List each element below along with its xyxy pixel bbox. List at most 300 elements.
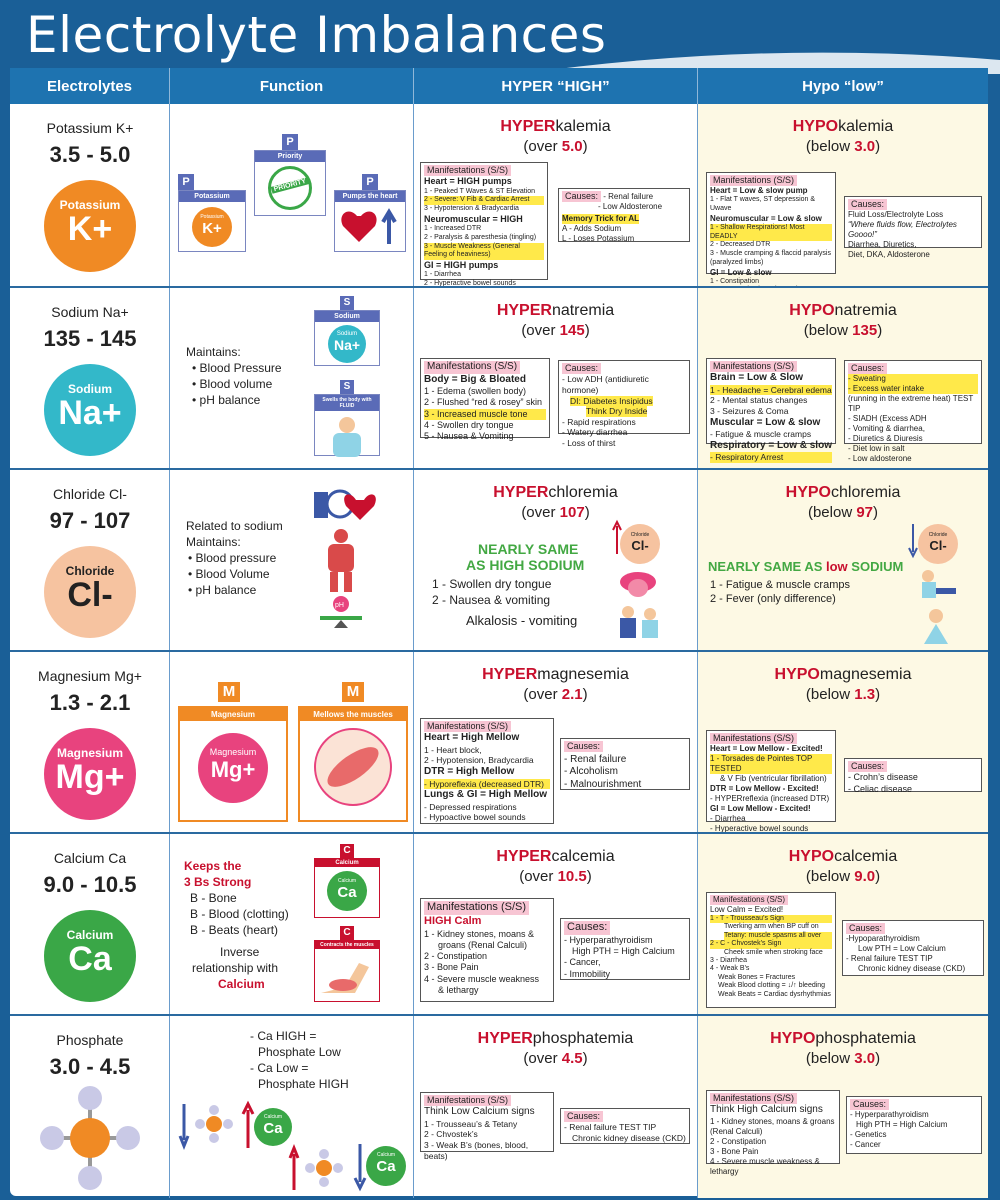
cause: Low PTH = Low Calcium [858, 944, 946, 954]
chloride-hyper [414, 470, 698, 650]
line: DTR = High Mellow [424, 766, 515, 777]
chloride-bullets [188, 550, 276, 599]
thr-pre: (over [523, 686, 562, 703]
line: 1 - Flat T waves, ST depression & Uwave [710, 196, 816, 212]
col-function: Function [170, 68, 414, 104]
hypo-suffix: phosphatemia [815, 1030, 916, 1047]
col-hypo: Hypo “low” [802, 77, 884, 95]
line: 4 - Swollen dry tongue [424, 419, 514, 430]
hypo-suffix: natremia [834, 302, 897, 319]
thr-pre: (below [803, 322, 853, 339]
blood-pressure-icon [310, 484, 380, 528]
contract-icon-card [314, 940, 380, 1002]
causes-heading: Causes: [850, 1099, 889, 1110]
alkalosis: Alkalosis - vomiting [466, 613, 578, 628]
hypo-suffix: calcemia [834, 848, 898, 865]
flexed-arm-icon [315, 949, 379, 999]
line: 1 - Heart block, [424, 744, 482, 755]
hypomagnesemia-threshold [698, 686, 988, 703]
manifest-heading: Manifestations (S/S) [424, 1095, 511, 1106]
line: 3 - Muscle cramping & flaccid paralysis (paralyzed limbs) [710, 250, 831, 266]
bullet: • Blood Pressure [192, 361, 282, 375]
line: 4 - Weak B’s [710, 965, 750, 973]
thr-val: 5.0 [561, 138, 583, 155]
thr-val: 1.3 [854, 686, 876, 703]
line: 2 - Severe: V Fib & Cardiac Arrest [424, 196, 544, 205]
cause: - Renal failure TEST TIP [564, 1122, 657, 1133]
cause: - Immobility [564, 968, 611, 979]
line [424, 915, 550, 929]
muscle-fiber-icon [300, 721, 406, 817]
bullet-text: Blood pressure [195, 551, 277, 565]
sodium-maintains: Maintains: [186, 345, 241, 359]
line: Weak Beats = Cardiac dysrhythmias [718, 990, 831, 998]
line: 1 - Diarrhea [424, 271, 461, 279]
line: 1 - Increased DTR [424, 225, 482, 232]
hyponatremia-title [698, 302, 988, 320]
line: GI = Low Mellow - Excited! [710, 804, 811, 814]
thr-post: ) [582, 138, 588, 155]
c-tag-2: C [340, 926, 354, 940]
sodium-icon-card [314, 310, 380, 366]
hyperphosphatemia-threshold [414, 1050, 697, 1067]
cause: Think Dry Inside [586, 406, 648, 417]
line: Twerking arm when BP cuff on [724, 923, 819, 931]
hypocalcemia-causes [842, 920, 984, 976]
priority-icon-card [254, 150, 326, 216]
manifest-heading: Manifestations (S/S) [424, 361, 520, 374]
cause: - Low ADH (antidiuretic hormone) [562, 374, 649, 395]
thr-val: 135 [852, 322, 878, 339]
phosphate-rel-1 [250, 1028, 316, 1044]
nearly-same: NEARLY SAME [478, 541, 579, 557]
cause: - Low aldosterone [848, 454, 912, 464]
line: Tetany: muscle spasms all over [724, 932, 832, 940]
line: 1 - Shallow Respirations! Most DEADLY [710, 224, 832, 242]
phosphate-up-icon [288, 1144, 358, 1194]
calcium-icon-card [314, 858, 380, 918]
hypo-prefix: HYPO [788, 848, 835, 865]
cause: - Malnourishment [564, 778, 642, 790]
hypernatremia-causes [558, 360, 690, 448]
thr-val: 3.0 [854, 138, 876, 155]
magnesium-mini-circle [198, 733, 268, 803]
line: 1 - Kidney stones, moans & groans [710, 1116, 835, 1126]
mini-ca-label: Calcium [337, 878, 357, 884]
mini-na-symbol: Na+ [333, 337, 361, 353]
line: 3 - Weak B’s (bones, blood, beats) [424, 1140, 529, 1161]
muscle-card-head: Mellows the muscles [300, 708, 406, 721]
line: 2 - Hypotension, Bradycardia [424, 755, 534, 766]
potassium-hypo [698, 104, 988, 286]
bs-list [190, 890, 289, 939]
phosphate-molecule-icon [38, 1084, 142, 1192]
potassium-electrolyte [10, 104, 170, 286]
hyper-prefix: HYPER [500, 118, 556, 135]
hyperkalemia-title [414, 118, 697, 136]
thr-post: ) [586, 868, 592, 885]
keeps-the: Keeps the [184, 859, 242, 873]
as-text: AS [466, 557, 490, 573]
cause: - Alcoholism [564, 766, 618, 777]
ca-high: - Ca HIGH = [250, 1029, 317, 1043]
hypomagnesemia-manifestations [706, 730, 836, 834]
sodium-mini-circle [328, 325, 366, 363]
line: - Respiratory Arrest [710, 452, 832, 463]
badge-label: Chloride [630, 532, 650, 538]
cause: Diet, DKA, Aldosterone [848, 250, 930, 260]
line: & lethargy [438, 984, 479, 995]
hypomagnesemia-title [698, 666, 988, 684]
thr-post: ) [582, 686, 588, 703]
hyperkalemia-causes [558, 188, 690, 242]
mini-mg-label: Magnesium [209, 747, 257, 757]
magnesium-circle-symbol: Mg+ [55, 758, 125, 796]
priority-stamp-text: PRIORITY [271, 177, 310, 194]
memory-trick-line: L - Loses Potassium [562, 234, 635, 244]
bullet-text: pH balance [199, 393, 261, 408]
thr-pre: (below [805, 868, 855, 885]
priority-card-head: Priority [255, 151, 325, 162]
hypermagnesemia-manifestations [420, 718, 554, 824]
thr-pre: (over [523, 138, 562, 155]
phosphate-rel-4 [258, 1076, 349, 1092]
line: 1 - Fatigue & muscle cramps [710, 579, 850, 591]
same-b: low [826, 559, 848, 574]
line: 2 - Constipation [424, 951, 488, 961]
manifest-heading: Manifestations (S/S) [710, 895, 788, 905]
hypercalcemia-title [414, 848, 697, 866]
hyper-suffix: calcemia [551, 848, 615, 865]
potassium-mini-circle [192, 207, 232, 247]
thr-pre: (over [521, 322, 560, 339]
line: 5 - Nausea & Vomiting [424, 431, 514, 441]
hypo-nearly-same [708, 558, 903, 576]
magnesium-circle [44, 728, 136, 820]
causes-heading: Causes: [846, 923, 885, 934]
arrow-up-icon [612, 520, 622, 556]
hypokalemia-manifestations [706, 172, 836, 285]
hyper-prefix: HYPER [493, 484, 549, 501]
potassium-range: 3.5 - 5.0 [49, 142, 131, 167]
bullet: • Blood volume [192, 377, 273, 392]
fever-person-icon [916, 606, 956, 646]
chloride-related: Related to sodium [186, 519, 283, 533]
phosphate-rel-2 [258, 1044, 341, 1060]
hyper-suffix: natremia [551, 302, 615, 319]
tongue-icon [618, 570, 658, 600]
line: Respiratory = Low & slow [710, 439, 832, 451]
three-bs-strong: 3 Bs Strong [184, 875, 252, 889]
hyperchloremia-title [414, 484, 697, 502]
line: DTR = Low Mellow - Excited! [710, 784, 819, 794]
manifest-heading: Manifestations (S/S) [424, 165, 511, 176]
cause: “Where fluids flow, Electrolytes Goooo!” [848, 220, 957, 240]
thr-post: ) [584, 322, 590, 339]
thr-pre: (below [805, 686, 855, 703]
cause: High PTH = High Calcium [856, 1120, 948, 1130]
mini-ca-symbol: Ca [337, 884, 357, 901]
badge-label: Calcium [376, 1152, 396, 1158]
contract-card-head: Contracts the muscles [315, 941, 379, 949]
hyper-prefix: HYPER [477, 1030, 533, 1047]
manifest-heading: Manifestations (S/S) [424, 901, 529, 915]
chloride-down-badge [918, 524, 958, 564]
chloride-circle [44, 546, 136, 638]
chloride-function [170, 470, 414, 650]
calcium-function [170, 834, 414, 1014]
sodium-bullets [192, 360, 282, 409]
chloride-range: 97 - 107 [49, 508, 131, 533]
hyper-prefix: HYPER [496, 302, 552, 319]
bullet-text: pH balance [195, 583, 257, 598]
phosphate-hypo [698, 1016, 988, 1198]
potassium-name: Potassium K+ [46, 120, 134, 136]
potassium-card-head: Potassium [179, 191, 245, 202]
cause: - Diuretics & Diuresis [848, 434, 923, 444]
calcium-mini-circle [327, 871, 367, 911]
hyponatremia-manifestations [706, 358, 836, 463]
mini-na-label: Sodium [336, 331, 358, 337]
thr-pre: (over [521, 504, 560, 521]
cause: - Genetics [850, 1130, 887, 1140]
magnesium-card-head: Magnesium [180, 708, 286, 721]
swelling-card-head: Swells the body with FLUID [315, 395, 379, 411]
line: 3 - Muscle Weakness (General Feeling of heaviness) [424, 243, 544, 261]
line: 2 - Nausea & vomiting [432, 593, 551, 607]
row-phosphate [10, 1014, 988, 1198]
magnesium-name: Magnesium Mg+ [38, 668, 142, 684]
page-title: Electrolyte Imbalances [26, 6, 607, 64]
row-potassium [10, 104, 988, 286]
potassium-icon-card [178, 190, 246, 252]
thr-post: ) [584, 504, 590, 521]
cause: - Rapid respirations [562, 416, 636, 427]
calcium-hyper [414, 834, 698, 1014]
badge-symbol: Cl- [929, 538, 947, 553]
row-magnesium [10, 650, 988, 832]
chloride-circle-symbol: Cl- [67, 576, 113, 614]
hypercalcemia-threshold [414, 868, 697, 885]
bullet-text: Blood Pressure [199, 361, 282, 375]
line: 2 - Constipation [710, 1136, 767, 1146]
chloride-electrolyte [10, 470, 170, 650]
line: 2 - C - Chvostek’s Sign [710, 940, 832, 948]
hyper-prefix: HYPER [482, 666, 538, 683]
hypo-prefix: HYPO [774, 666, 820, 683]
line: 2 - Fever (only difference) [710, 593, 836, 605]
sodium-circle-symbol: Na+ [58, 394, 122, 432]
magnesium-function [170, 652, 414, 832]
thr-post: ) [875, 138, 881, 155]
row-sodium [10, 286, 988, 468]
badge-label: Calcium [263, 1114, 283, 1120]
line: 1 - Headache = Cerebral edema [710, 384, 832, 395]
thr-val: 97 [856, 504, 874, 521]
cause: - Renal failure [603, 192, 654, 201]
line: 1 - Constipation [710, 277, 760, 285]
thr-post: ) [873, 504, 879, 521]
cause: Diarrhea, Diuretics, [848, 240, 917, 250]
hypo-prefix: HYPO [785, 484, 831, 501]
row-chloride [10, 468, 988, 650]
cause: DI: Diabetes Insipidus [570, 395, 653, 406]
causes-heading: Causes: [564, 741, 603, 752]
line: Think High Calcium signs [710, 1104, 823, 1116]
hyper-prefix: HYPER [496, 848, 552, 865]
line: 2 - Chvostek’s [424, 1129, 478, 1140]
hypo-prefix: HYPO [770, 1030, 816, 1047]
row-calcium [10, 832, 988, 1014]
cramp-person-icon [914, 566, 960, 602]
line: groans (Renal Calculi) [438, 939, 528, 950]
cause: - Excess water intake [848, 384, 978, 394]
thr-val: 10.5 [557, 868, 587, 885]
calcium-name: Calcium Ca [53, 850, 127, 866]
line: 2 - Hyperactive bowel sounds [424, 280, 516, 287]
cause: - Crohn’s disease [848, 772, 918, 783]
hypophosphatemia-title [698, 1030, 988, 1048]
calcium-range: 9.0 - 10.5 [43, 872, 137, 897]
hyper-suffix: chloremia [548, 484, 618, 501]
high-sodium-text: HIGH SODIUM [489, 557, 585, 573]
thr-pre: (below [805, 138, 855, 155]
skeleton-body-icon [316, 528, 366, 592]
thr-pre: (over [519, 868, 558, 885]
calcium-up-arrow-icon [242, 1102, 254, 1152]
calcium-card-head: Calcium [315, 859, 379, 867]
causes-heading: Causes: [562, 363, 601, 374]
swelling-icon-card [314, 394, 380, 456]
line: 4 - Severe muscle weakness & lethargy [710, 1156, 820, 1176]
sodium-hypo [698, 288, 988, 468]
line: 1 - Peaked T Waves & ST Elevation [424, 187, 536, 195]
cause: - Cancer, [564, 957, 601, 968]
hyponatremia-causes [844, 360, 982, 464]
calcium-circle-label: Calcium [66, 928, 114, 942]
hypokalemia-threshold [698, 138, 988, 155]
sodium-electrolyte [10, 288, 170, 468]
causes-heading: Causes: [562, 191, 601, 202]
hypomagnesemia-causes [844, 758, 982, 792]
p-tag-priority: P [282, 134, 298, 150]
thr-pre: (below [805, 1050, 855, 1067]
hypochloremia-title [698, 484, 988, 502]
thr-post: ) [877, 322, 883, 339]
inverse-line3: Calcium [218, 977, 265, 991]
line: Neuromuscular = HIGH [424, 213, 523, 224]
calcium-circle-symbol: Ca [68, 940, 112, 978]
hypocalcemia-manifestations [706, 892, 836, 1008]
calcium-electrolyte [10, 834, 170, 1014]
hypophosphatemia-causes [846, 1096, 982, 1154]
thr-post: ) [582, 1050, 588, 1067]
cause: - SIADH (Excess ADH [848, 414, 927, 424]
col-electrolytes: Electrolytes [10, 68, 170, 104]
same-a: NEARLY SAME AS [708, 559, 826, 574]
hypernatremia-threshold [414, 322, 697, 339]
line: Muscular = Low & slow [710, 416, 821, 428]
electrolyte-table [10, 68, 988, 1196]
p-tag-heart: P [362, 174, 378, 190]
sodium-hyper [414, 288, 698, 468]
phosphate-high: Phosphate HIGH [258, 1077, 349, 1091]
line: 2 - Flushed “red & rosey” skin [424, 397, 543, 408]
hypophosphatemia-threshold [698, 1050, 988, 1067]
chloride-hypo [698, 470, 988, 650]
causes-heading: Causes: [564, 1111, 603, 1122]
hypercalcemia-causes [560, 918, 690, 980]
magnesium-electrolyte [10, 652, 170, 832]
line: 4 - Severe muscle weakness [424, 973, 540, 984]
potassium-circle-label: Potassium [59, 198, 121, 212]
manifest-heading: Manifestations (S/S) [710, 733, 797, 744]
thr-pre: (over [523, 1050, 562, 1067]
hypernatremia-title [414, 302, 697, 320]
manifest-heading: Manifestations (S/S) [710, 175, 797, 186]
mini-k-symbol: K+ [202, 220, 222, 237]
phosphate-low: Phosphate Low [258, 1045, 341, 1059]
line: 1 - Kidney stones, moans & [424, 928, 535, 939]
line: Heart = High Mellow [424, 732, 520, 744]
hyper-suffix: phosphatemia [532, 1030, 634, 1047]
thr-val: 2.1 [561, 686, 583, 703]
p-tag-potassium: P [178, 174, 194, 190]
hyperphosphatemia-manifestations [420, 1092, 554, 1161]
ph-balance-label: pH [335, 602, 344, 609]
line: - Depressed respirations [424, 801, 517, 812]
b-item: B - Bone [190, 891, 237, 905]
cause: Chronic kidney disease (CKD) [858, 964, 966, 974]
hyperphosphatemia-causes [560, 1108, 690, 1144]
phosphate-electrolyte [10, 1016, 170, 1198]
line: Lungs & GI = High Mellow [424, 789, 548, 801]
potassium-function [170, 104, 414, 286]
hyponatremia-threshold [698, 322, 988, 339]
magnesium-icon-card [178, 706, 288, 822]
line: Heart = Low & slow pump [710, 186, 808, 196]
cause: - Renal failure [564, 753, 627, 765]
hypermagnesemia-threshold [414, 686, 697, 703]
hyperkalemia-manifestations [420, 162, 548, 287]
s-tag-2: S [340, 380, 354, 394]
hypermagnesemia-title [414, 666, 697, 684]
cause: (running in the extreme heat) TEST TIP [848, 394, 974, 414]
causes-heading: Causes: [564, 921, 610, 935]
s-tag-1: S [340, 296, 354, 310]
memory-trick-title: Memory Trick for AL [562, 214, 640, 224]
line: - Hypoactive bowel sounds [424, 812, 526, 823]
hyper-suffix: kalemia [555, 118, 611, 135]
magnesium-circle-label: Magnesium [56, 746, 123, 760]
hyperkalemia-threshold [414, 138, 697, 155]
line: 1 - T - Trousseau’s Sign [710, 915, 832, 923]
phosphate-rel-3 [250, 1060, 308, 1076]
line: & V Fib (ventricular fibrillation) [720, 774, 827, 784]
mini-mg-symbol: Mg+ [210, 757, 256, 782]
line: 1 - Torsades de Pointes TOP TESTED [710, 754, 832, 774]
sodium-card-head: Sodium [315, 311, 379, 322]
line: - Diarrhea [710, 814, 746, 824]
bullet: • pH balance [188, 583, 257, 598]
heart-pump-icon [335, 202, 405, 248]
line: 1 - Edema (swollen body) [424, 386, 527, 396]
hypophosphatemia-manifestations [706, 1090, 840, 1176]
line: 2 - Decreased DTR [710, 241, 771, 249]
badge-symbol: Ca [263, 1120, 283, 1137]
hyperphosphatemia-title [414, 1030, 697, 1048]
header-bar [0, 0, 1000, 74]
